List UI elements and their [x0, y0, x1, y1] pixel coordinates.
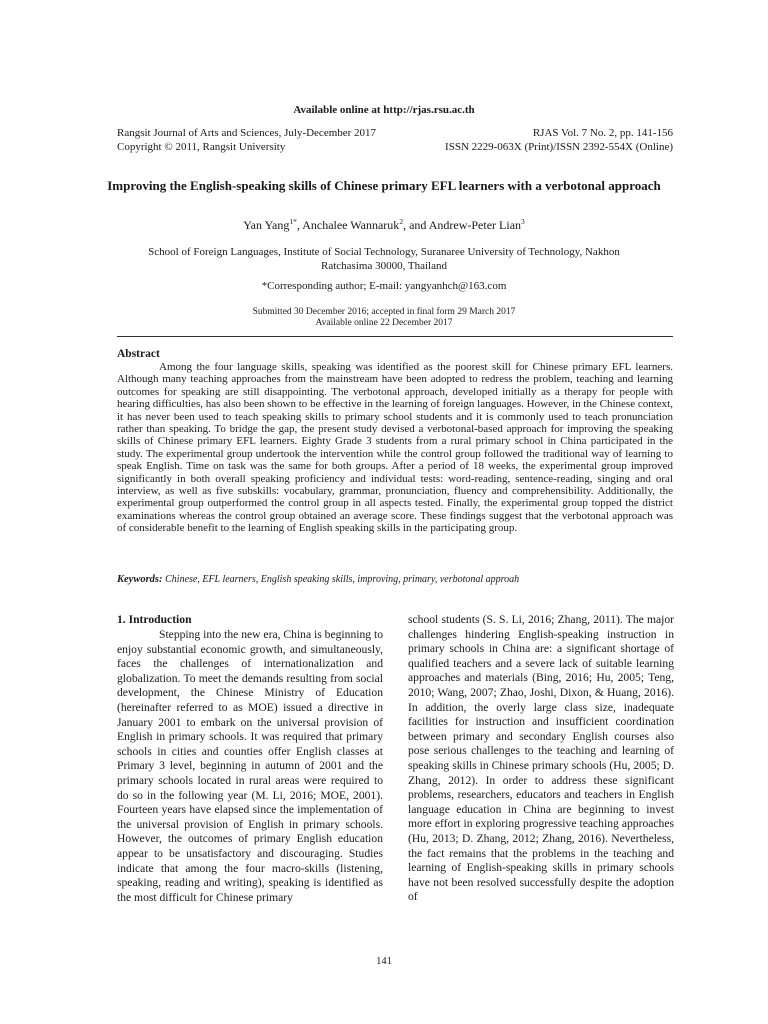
body-column-right: school students (S. S. Li, 2016; Zhang, 2011). The major challenges hindering English-speaking instruction in primary schools in China are: a significant shortage of qualified teachers and a severe lack of suitable learning approaches and materials (Bing, 2016; Hu, 2005; Teng, 2010; Wang, 2007; Zhao, Joshi, Dixon, & Huang, 2016). In addition, the overly large class size, inadequate facilities for instruction and insufficient coordination between primary and secondary English courses also pose serious challenges to the teaching and learning of speaking skills in Chinese primary schools (Hu, 2005; D. Zhang, 2012). In order to address these significant problems, researchers, educators and teachers in English language education in China are beginning to invest more effort in exploring progressive teaching approaches (Hu, 2013; D. Zhang, 2012; Zhang, 2016). Nevertheless, the fact remains that the problems in the teaching and learning of English-speaking skills in primary schools have not been resolved successfully despite the adoption of	[408, 613, 674, 904]
keywords	[117, 574, 673, 585]
author-2-marker: 2	[399, 217, 404, 226]
availability-line: Available online at http://rjas.rsu.ac.th	[293, 104, 475, 116]
page-number: 141	[376, 956, 392, 967]
header-divider	[117, 336, 673, 337]
body-column-left: Stepping into the new era, China is beginning to enjoy substantial economic growth, and simultaneously, faces the challenges of internationalization and globalization. To meet the demands resulting from social development, the Chinese Ministry of Education (hereinafter referred to as MOE) issued a directive in January 2001 to embark on the universal provision of English in primary schools. It was required that primary schools in cities and counties offer English classes at Primary 3 level, beginning in autumn of 2001 and the primary schools located in rural areas were required to do so in the following year (M. Li, 2016; MOE, 2001). Fourteen years have elapsed since the implementation of the universal provision of English in primary schools. However, the outcomes of primary English education appear to be unsatisfactory and discouraging. Studies indicate that among the four macro-skills (listening, speaking, reading and writing), speaking is identified as the most difficult for Chinese primary	[117, 628, 383, 904]
author-1: Yan Yang	[243, 218, 290, 232]
affiliation: School of Foreign Languages, Institute of Social Technology, Suranaree University of Technology, Nakhon Ratchasima 30000, Thailand	[148, 246, 620, 272]
author-list	[0, 217, 768, 233]
corresponding-author: *Corresponding author; E-mail: yangyanhch@163.com	[261, 280, 507, 292]
author-3: , and Andrew-Peter Lian	[403, 218, 522, 232]
keywords-label: Keywords:	[117, 574, 163, 585]
online-date: Available online 22 December 2017	[315, 318, 453, 328]
author-2: , Anchalee Wannaruk	[296, 218, 400, 232]
abstract-heading: Abstract	[117, 348, 160, 360]
issn: ISSN 2229-063X (Print)/ISSN 2392-554X (Online)	[445, 141, 673, 153]
journal-name: Rangsit Journal of Arts and Sciences, July-December 2017	[117, 127, 377, 139]
keywords-list: Chinese, EFL learners, English speaking skills, improving, primary, verbotonal approah	[165, 574, 520, 585]
submission-dates	[0, 307, 768, 329]
abstract-text: Among the four language skills, speaking was identified as the poorest skill for Chinese primary EFL learners. Although many teaching approaches from the mainstream have been adopted to redress the problem, teaching and learning outcomes for speaking are still disappointing. The verbotonal approach, developed initially as a therapy for people with hearing difficulties, has also been shown to be effective in the learning of foreign languages. However, in the Chinese context, it has never been used to teach speaking skills to primary school students and it is commonly used to teach pronunciation rather than speaking. To bridge the gap, the present study devised a verbotonal-based approach for improving the speaking skills of Chinese primary EFL learners. Eighty Grade 3 students from a rural primary school in China participated in the study. The experimental group undertook the intervention while the control group followed the traditional way of learning to speak English. Time on task was the same for both groups. After a period of 18 weeks, the experimental group improved significantly in both overall speaking proficiency and individual tests: word-reading, sentence-reading, singing and oral interview, as well as five subskills: vocabulary, grammar, pronunciation, fluency and comprehensibility. Additionally, the experimental group outperformed the control group in all aspects tested. Finally, the experimental group topped the district examinations whereas the control group obtained an average score. These findings suggest that the verbotonal approach was of considerable benefit to the learning of English speaking skills in the participating group.	[117, 361, 673, 535]
article-title: Improving the English-speaking skills of Chinese primary EFL learners with a verbotonal approach	[107, 178, 661, 193]
copyright: Copyright © 2011, Rangsit University	[117, 141, 286, 153]
journal-volume: RJAS Vol. 7 No. 2, pp. 141-156	[532, 127, 673, 139]
author-3-marker: 3	[521, 217, 525, 226]
section-heading: 1. Introduction	[117, 613, 192, 626]
author-1-marker: 1*	[289, 217, 297, 226]
submitted-date: Submitted 30 December 2016; accepted in final form 29 March 2017	[252, 307, 516, 317]
